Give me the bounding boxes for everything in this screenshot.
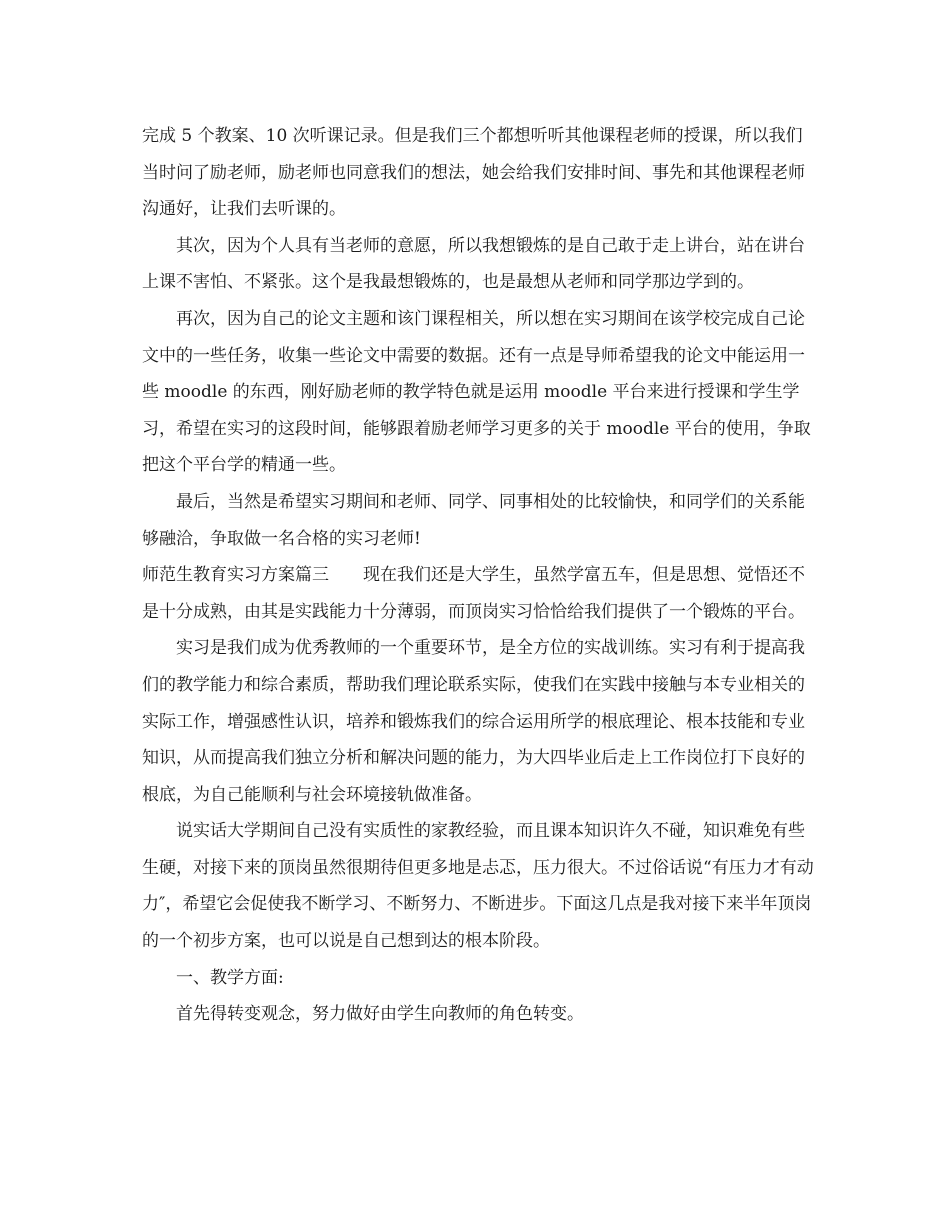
paragraph: 实习是我们成为优秀教师的一个重要环节，是全方位的实战训练。实习有利于提高我们的教学能力和综合素质，帮助我们理论联系实际，使我们在实践中接触与本专业相关的实际工作，增强感性认识，培养和锻炼我们的综合运用所学的根底理论、根本技能和专业知识，从而提高我们独立分析和解决问题的能力，为大四毕业后走上工作岗位打下良好的根底，为自己能顺利与社会环境接轨做准备。 (142, 638, 805, 805)
paragraph: 最后，当然是希望实习期间和老师、同学、同事相处的比较愉快，和同学们的关系能够融洽，争取做一名合格的实习老师! (142, 491, 805, 549)
section-heading-paragraph: 师范生教育实习方案篇三 现在我们还是大学生，虽然学富五车，但是思想、觉悟还不是十分成熟，由其是实践能力十分薄弱，而顶岗实习恰恰给我们提供了一个锻炼的平台。 (142, 565, 805, 622)
paragraph: 完成 5 个教案、10 次听课记录。但是我们三个都想听听其他课程老师的授课，所以我们当时问了励老师，励老师也同意我们的想法，她会给我们安排时间、事先和其他课程老师沟通好，让我们去听课的。 (142, 126, 805, 220)
paragraph: 再次，因为自己的论文主题和该门课程相关，所以想在实习期间在该学校完成自己论文中的一些任务，收集一些论文中需要的数据。还有一点是导师希望我的论文中能运用一些 moodle 的东西，刚好励老师的教学特色就是运用 moodle 平台来进行授课和学生学习，希望在实习的这段时间，能够跟着励老师学习更多的关于 moodle 平台的使用，争取把这个平台学的精通一些。 (142, 308, 811, 476)
list-heading: 一、教学方面: (176, 967, 284, 988)
paragraph: 说实话大学期间自己没有实质性的家教经验，而且课本知识许久不碰，知识难免有些生硬，对接下来的顶岗虽然很期待但更多地是忐忑，压力很大。不过俗话说“有压力才有动力″，希望它会促使我不断学习、不断努力、不断进步。下面这几点是我对接下来半年顶岗的一个初步方案，也可以说是自己想到达的根本阶段。 (142, 821, 814, 952)
paragraph: 其次，因为个人具有当老师的意愿，所以我想锻炼的是自己敢于走上讲台，站在讲台上课不害怕、不紧张。这个是我最想锻炼的，也是最想从老师和同学那边学到的。 (142, 235, 805, 293)
paragraph: 首先得转变观念，努力做好由学生向教师的角色转变。 (176, 1004, 584, 1025)
document-body (142, 118, 814, 1033)
